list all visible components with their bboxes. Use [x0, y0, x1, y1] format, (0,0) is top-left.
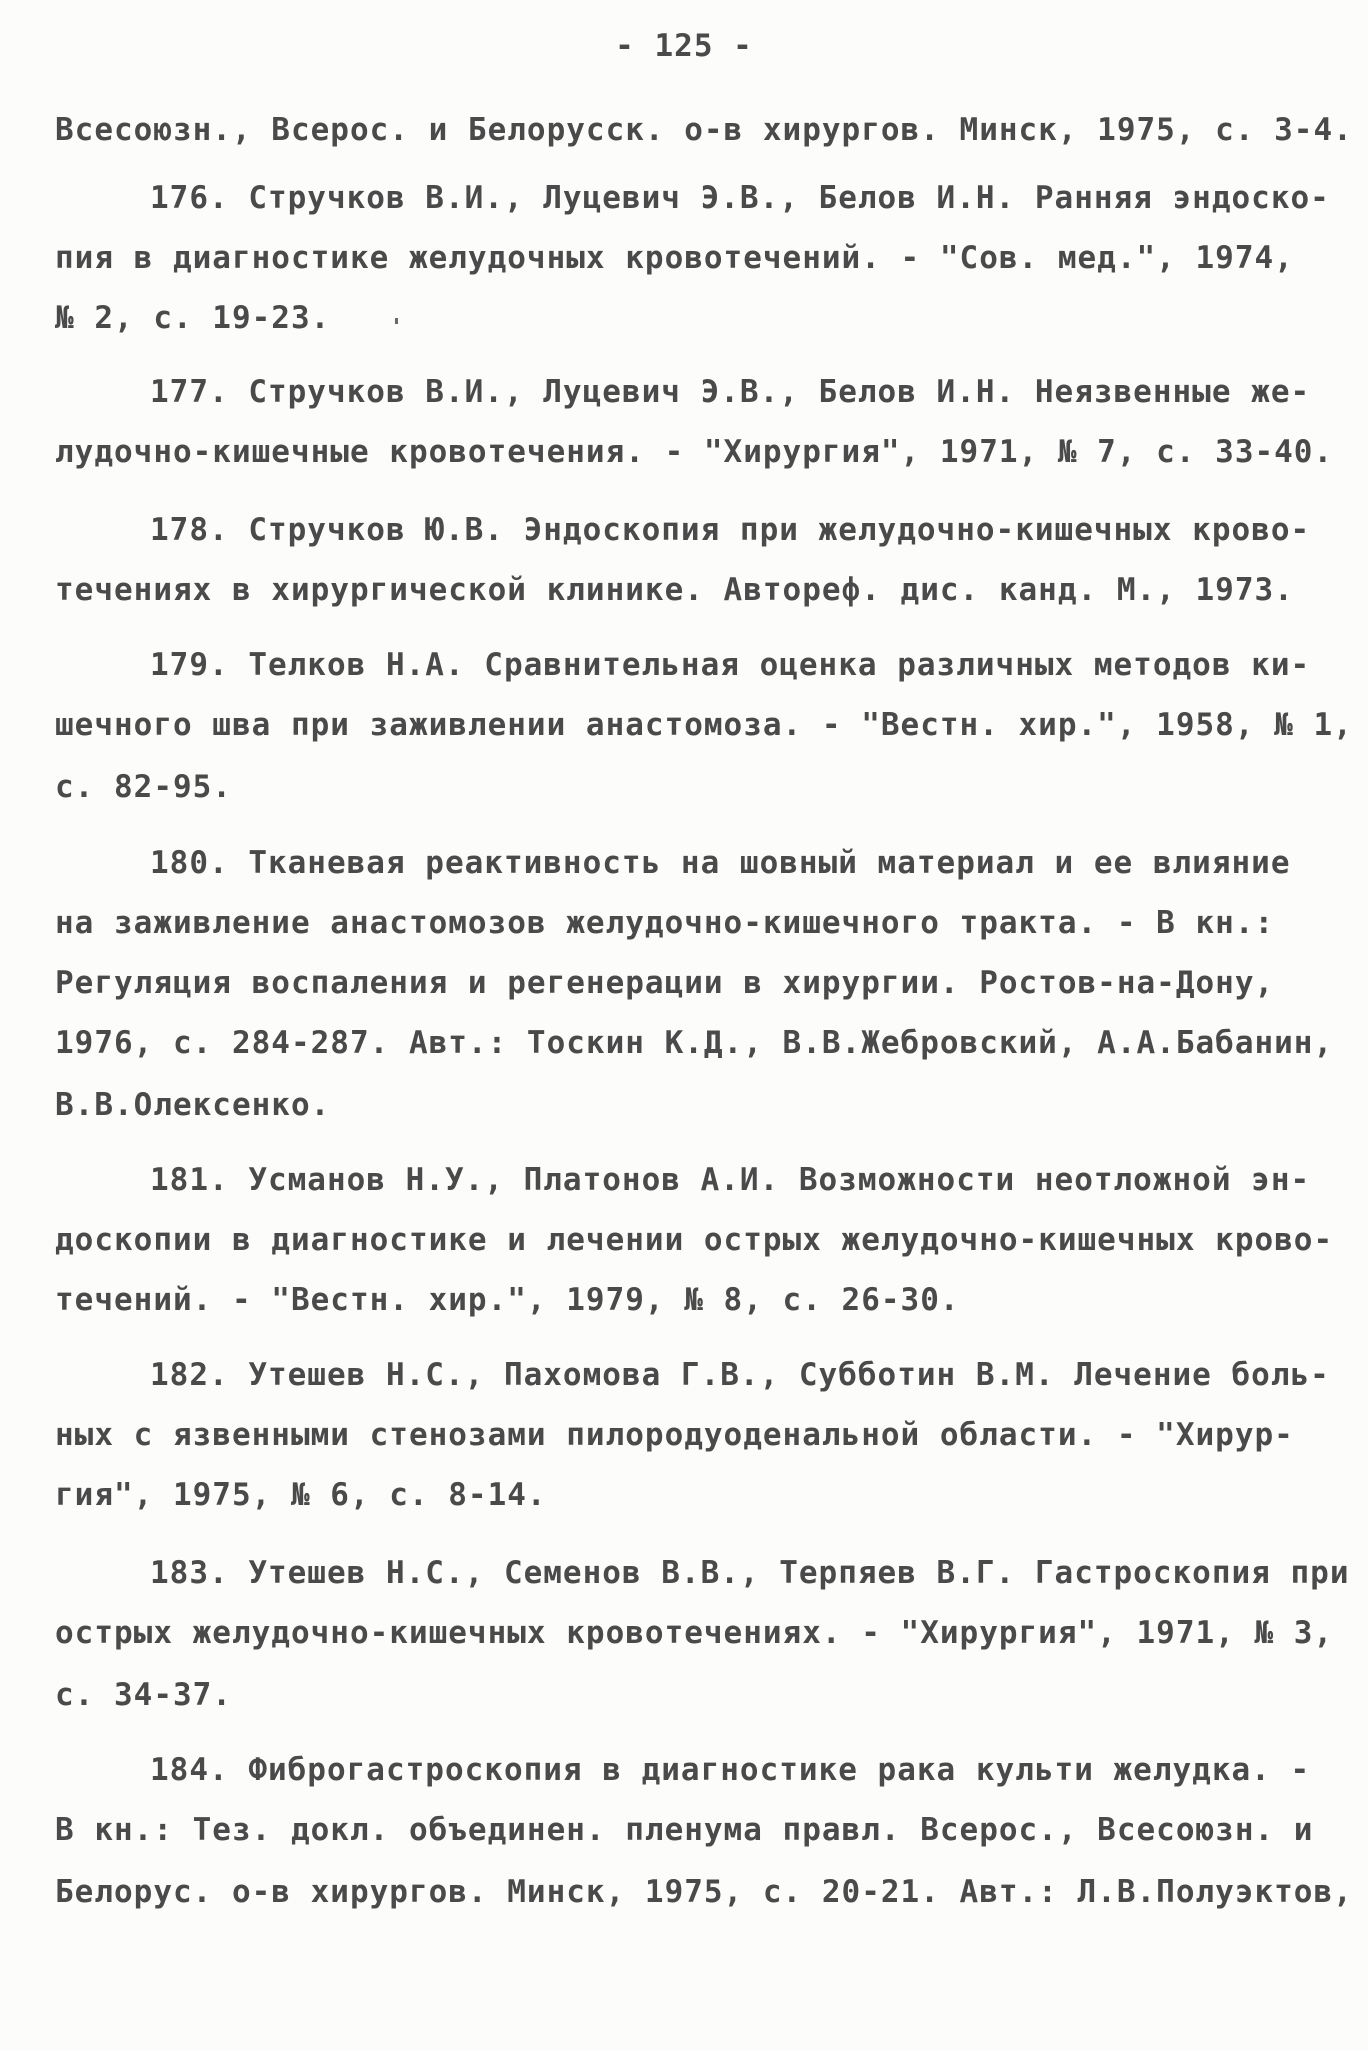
text-line: острых желудочно-кишечных кровотечениях. - "Хирургия", 1971, № 3,: [55, 1615, 1334, 1651]
text-line: доскопии в диагностике и лечении острых желудочно-кишечных крово-: [55, 1222, 1334, 1258]
text-line: 1976, с. 284-287. Авт.: Тоскин К.Д., В.В.Жебровский, А.А.Бабанин,: [55, 1025, 1334, 1061]
text-line: 178. Стручков Ю.В. Эндоскопия при желудочно-кишечных крово-: [150, 512, 1311, 548]
text-line: шечного шва при заживлении анастомоза. - "Вестн. хир.", 1958, № 1,: [55, 707, 1353, 743]
text-line: 179. Телков Н.А. Сравнительная оценка различных методов ки-: [150, 647, 1311, 683]
text-line: течениях в хирургической клинике. Автореф. дис. канд. М., 1973.: [55, 572, 1294, 608]
text-line: Регуляция воспаления и регенерации в хирургии. Ростов-на-Дону,: [55, 965, 1275, 1001]
text-line: 180. Тканевая реактивность на шовный материал и ее влияние: [150, 845, 1291, 881]
text-line: 177. Стручков В.И., Луцевич Э.В., Белов И.Н. Неязвенные же-: [150, 374, 1311, 410]
text-line: ных с язвенными стенозами пилородуоденальной области. - "Хирур-: [55, 1417, 1294, 1453]
text-line: 184. Фиброгастроскопия в диагностике рака культи желудка. -: [150, 1752, 1311, 1788]
text-line: Белорус. о-в хирургов. Минск, 1975, с. 20-21. Авт.: Л.В.Полуэктов,: [55, 1874, 1353, 1910]
text-line: на заживление анастомозов желудочно-кишечного тракта. - В кн.:: [55, 905, 1275, 941]
text-line: пия в диагностике желудочных кровотечений. - "Сов. мед.", 1974,: [55, 240, 1294, 276]
text-line: гия", 1975, № 6, с. 8-14.: [55, 1477, 547, 1513]
text-line: Всесоюзн., Всерос. и Белорусск. о-в хирургов. Минск, 1975, с. 3-4.: [55, 112, 1353, 148]
text-line: с. 82-95.: [55, 769, 232, 805]
text-line: лудочно-кишечные кровотечения. - "Хирургия", 1971, № 7, с. 33-40.: [55, 434, 1334, 470]
text-line: с. 34-37.: [55, 1677, 232, 1713]
text-line: 182. Утешев Н.С., Пахомова Г.В., Субботин В.М. Лечение боль-: [150, 1357, 1330, 1393]
text-line: 181. Усманов Н.У., Платонов А.И. Возможности неотложной эн-: [150, 1162, 1311, 1198]
text-line: В.В.Олексенко.: [55, 1087, 331, 1123]
text-line: течений. - "Вестн. хир.", 1979, № 8, с. 26-30.: [55, 1282, 960, 1318]
stray-ink-mark: [395, 318, 398, 324]
text-line: В кн.: Тез. докл. объединен. пленума правл. Всерос., Всесоюзн. и: [55, 1812, 1314, 1848]
text-line: 176. Стручков В.И., Луцевич Э.В., Белов И.Н. Ранняя эндоско-: [150, 180, 1330, 216]
text-line: 183. Утешев Н.С., Семенов В.В., Терпяев В.Г. Гастроскопия при: [150, 1555, 1350, 1591]
page-number: - 125 -: [615, 28, 753, 64]
text-line: № 2, с. 19-23.: [55, 300, 331, 336]
